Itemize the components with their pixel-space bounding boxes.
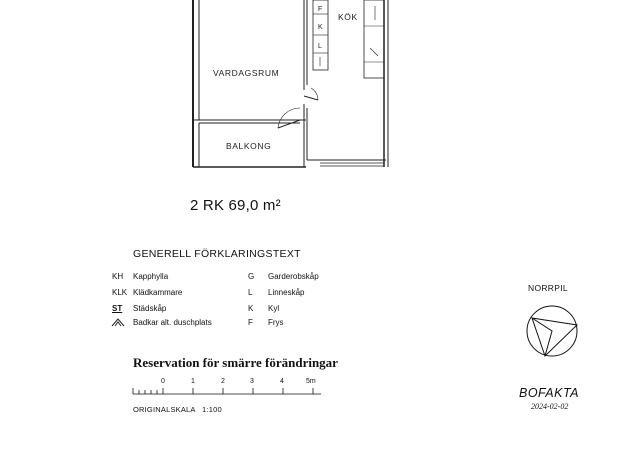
legend-text-badkar: Badkar alt. duschplats (133, 318, 212, 327)
legend-code-k: K (248, 304, 254, 313)
legend-text-kyl: Kyl (268, 304, 280, 313)
room-label-vardagsrum: VARDAGSRUM (213, 68, 280, 78)
scale-tick-label: 0 (161, 378, 165, 385)
legend-text-linneskap: Linneskåp (268, 288, 305, 297)
legend-text-frys: Frys (268, 318, 284, 327)
legend-code-f: F (248, 318, 253, 327)
door-leaf (304, 96, 318, 100)
balcony-door-arc (278, 108, 300, 128)
legend-code-klk: KLK (112, 288, 128, 297)
balcony-door-leaf (278, 120, 300, 128)
scale-tick-label: 3 (250, 378, 254, 385)
cabinet-letter-l: L (318, 43, 322, 50)
document-date: 2024-02-02 (531, 402, 569, 411)
legend-heading: GENERELL FÖRKLARINGSTEXT (133, 248, 301, 260)
room-label-balkong: BALKONG (226, 141, 272, 151)
room-label-kok: KÖK (338, 12, 358, 22)
north-arrow-icon (522, 303, 582, 359)
scale-tick-label: 2 (221, 378, 225, 385)
counter-mark (370, 48, 378, 56)
scale-caption: ORIGINALSKALA 1:100 (133, 405, 222, 414)
area-title: 2 RK 69,0 m² (190, 197, 281, 214)
reservation-note: Reservation för smärre förändringar (133, 355, 338, 370)
legend-text-garderobskap: Garderobskåp (268, 272, 319, 281)
bathtub-shower-icon (111, 318, 125, 327)
brand-name: BOFAKTA (519, 386, 579, 400)
legend-code-kh: KH (112, 272, 124, 281)
scale-tick-label: 4 (280, 378, 284, 385)
legend-code-st: ST (112, 304, 123, 313)
scale-bar (125, 372, 335, 400)
legend-code-g: G (248, 272, 255, 281)
legend-text-kladkammare: Klädkammare (133, 288, 183, 297)
floor-plan-drawing (0, 0, 625, 190)
cabinet-letter-f: F (318, 6, 323, 13)
scale-tick-label: 1 (191, 378, 195, 385)
north-arrow-label: NORRPIL (528, 283, 568, 293)
legend-text-kapphylla: Kapphylla (133, 272, 169, 281)
legend-text-stadskap: Städskåp (133, 304, 167, 313)
scale-tick-label: 5m (306, 378, 316, 385)
kitchen-counter (364, 0, 384, 78)
cabinet-letter-k: K (318, 24, 323, 31)
legend-code-l: L (248, 288, 253, 297)
